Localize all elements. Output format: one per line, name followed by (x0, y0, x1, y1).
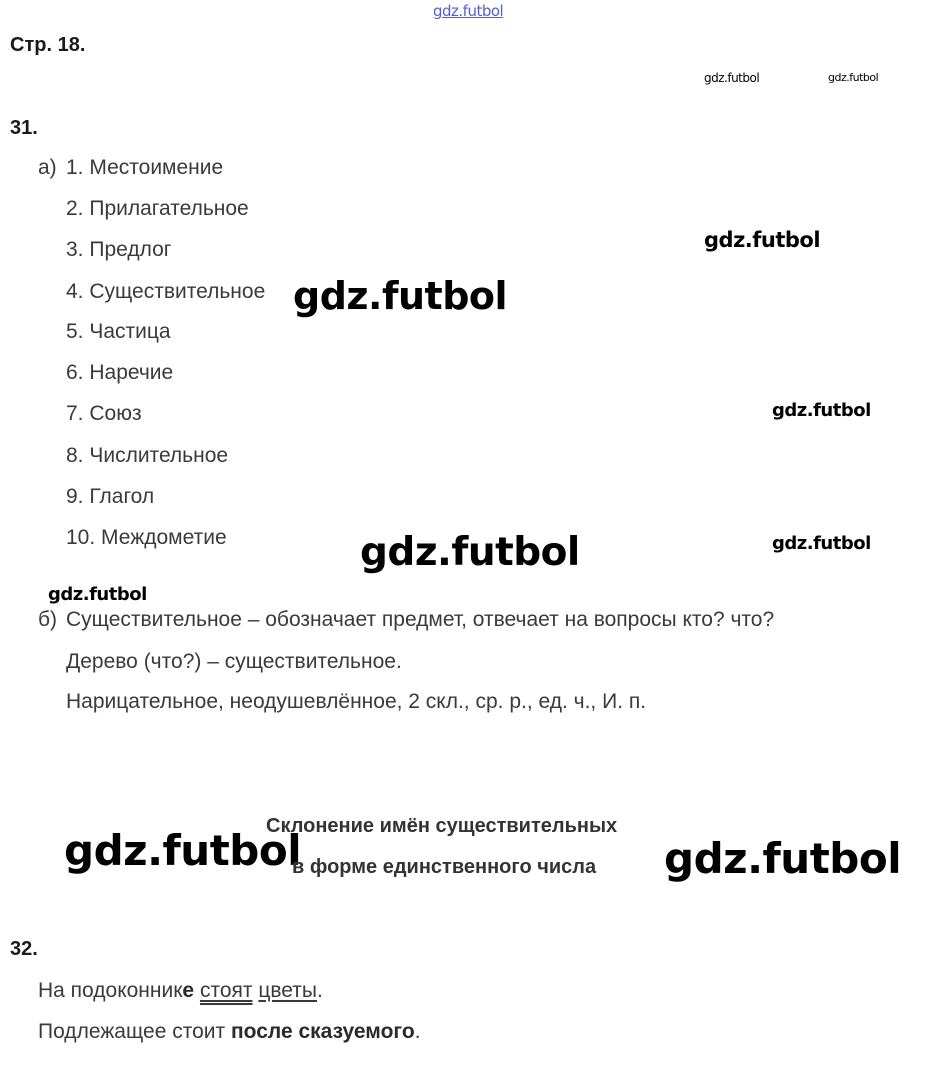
section-title-line2: в форме единственного числа (292, 856, 597, 878)
subject-word: цветы (258, 979, 318, 1002)
part-b-definition: Существительное – обозначает предмет, отвечает на вопросы кто? что? (66, 608, 775, 631)
list-item: 1. Местоимение (66, 156, 224, 179)
list-item: 8. Числительное (66, 444, 229, 467)
watermark: gdz.futbol (360, 530, 580, 575)
list-item: 5. Частица (66, 320, 171, 343)
list-item: 4. Существительное (66, 280, 266, 303)
part-a-prefix: а) (38, 156, 57, 179)
task32-note (38, 1020, 421, 1044)
list-item: 7. Союз (66, 402, 142, 425)
note-end: . (414, 1020, 421, 1043)
watermark: gdz.futbol (704, 228, 821, 252)
list-item: 6. Наречие (66, 361, 174, 384)
task-number: 32. (10, 938, 38, 960)
part-b-example: Дерево (что?) – существительное. (66, 650, 402, 673)
watermark: gdz.futbol (772, 400, 871, 421)
watermark: gdz.futbol (64, 826, 302, 875)
list-item: 10. Междометие (66, 526, 227, 549)
example-sentence (38, 979, 323, 1003)
part-b-prefix: б) (38, 608, 58, 631)
watermark: gdz.futbol (293, 274, 508, 318)
task-number: 31. (10, 117, 38, 139)
watermark: gdz.futbol (664, 834, 902, 883)
sentence-end: . (317, 979, 323, 1002)
list-item: 9. Глагол (66, 485, 155, 508)
list-item: 2. Прилагательное (66, 197, 249, 220)
watermark-top[interactable]: gdz.futbol (433, 2, 504, 20)
sentence-ending-e: е (182, 979, 195, 1002)
section-title-line1: Склонение имён существительных (266, 815, 618, 837)
watermark: gdz.futbol (704, 71, 760, 85)
predicate-word: стоят (199, 979, 253, 1002)
note-bold: после сказуемого (230, 1020, 415, 1043)
sentence-start: На подоконник (38, 979, 183, 1002)
page-label: Стр. 18. (10, 34, 86, 56)
watermark: gdz.futbol (772, 533, 871, 554)
watermark: gdz.futbol (828, 71, 879, 84)
part-b-analysis: Нарицательное, неодушевлённое, 2 скл., ср. р., ед. ч., И. п. (66, 690, 647, 713)
watermark: gdz.futbol (48, 584, 147, 605)
note-start: Подлежащее стоит (38, 1020, 231, 1043)
list-item: 3. Предлог (66, 238, 172, 261)
